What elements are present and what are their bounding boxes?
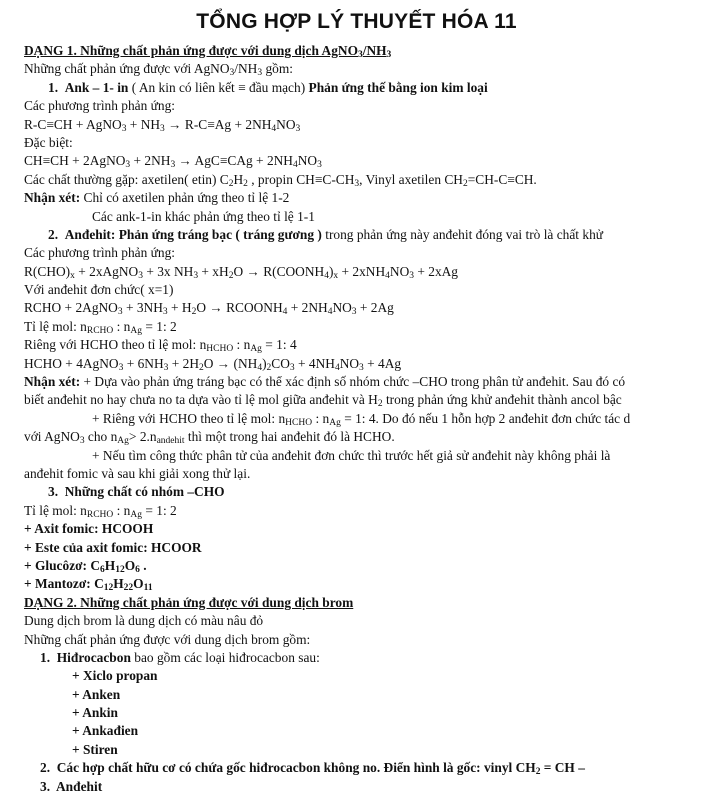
dang1-heading: DẠNG 1. Những chất phản ứng được với dung dịch $AgNO_3/NH_3$: [24, 43, 392, 60]
item-note: ( An kin có liên kết ≡ đầu mạch): [131, 79, 306, 95]
remark: Nhận xét: Chỉ có axetilen phản ứng theo tỉ lệ 1-2: [24, 190, 290, 206]
remark: Nhận xét: + Dựa vào phản ứng tráng bạc có thể xác định số nhóm chức –CHO trong phân tử anđehit. Sau đó có: [24, 374, 626, 390]
list-item: + Glucôzơ: $C_6H_{12}O_6$ .: [24, 557, 147, 575]
item-reaction: Phản ứng thế bằng ion kim loại: [308, 79, 488, 95]
remark-hcho: + Riêng với HCHO theo tỉ lệ mol: $n_{HCHO}$ : $n_{Ag} = 1$: 4. Do đó nếu 1 hỗn hợp 2 anđehit đơn chức tác d: [92, 410, 631, 428]
list-item: + Ankin: [72, 705, 118, 721]
dang2-item2: 2. Các hợp chất hữu cơ có chứa gốc hiđrocacbon không no. Điển hình là gốc: vinyl $CH_2$ = CH –: [40, 760, 585, 778]
remark-continued: với AgNO$_3$ cho $n_{Ag}> 2.n_{andehit}$ thì một trong hai anđehit đó là HCHO.: [24, 429, 395, 447]
item-title: Anđehit: Phản ứng tráng bạc ( tráng gương ): [64, 226, 322, 242]
remark-continued: Các ank-1-in khác phản ứng theo tỉ lệ 1-1: [92, 208, 315, 224]
special-label: Đặc biệt:: [24, 134, 73, 150]
list-item: + Ankađien: [72, 723, 139, 739]
remark-formula: + Nếu tìm công thức phân tử của anđehit đơn chức thì trước hết giả sử anđehit này không phải là: [92, 447, 611, 463]
item-number: 1.: [48, 79, 59, 95]
dang2-line: Dung dịch brom là dung dịch có màu nâu đỏ: [24, 613, 264, 629]
list-item: + Este của axit fomic: HCOOR: [24, 539, 202, 555]
dang2-line: Những chất phản ứng được với dung dịch brom gồm:: [24, 631, 311, 647]
eq-label: Các phương trình phản ứng:: [24, 245, 176, 261]
equation: CH≡CH + 2AgNO$_3$ + $2NH_3 \to AgC\equiv CAg + 2NH_4NO_3$: [24, 153, 322, 171]
page-title: TỔNG HỢP LÝ THUYẾT HÓA 11: [196, 10, 517, 33]
mole-ratio: Tỉ lệ mol: $n_{RCHO}$ : $n_{Ag} = 1$: 2: [24, 502, 177, 520]
dang2-item1-heading: 1. Hiđrocacbon bao gồm các loại hiđrocacbon sau:: [40, 649, 320, 665]
list-item: + Anken: [72, 686, 121, 702]
mole-ratio: Tỉ lệ mol: $n_{RCHO}$ : $n_{Ag} = 1$: 2: [24, 318, 177, 336]
list-item: + Axit fomic: HCOOH: [24, 521, 154, 537]
dang2-heading: DẠNG 2. Những chất phản ứng được với dung dịch brom: [24, 594, 354, 610]
item-title: Ank – 1- in: [64, 79, 129, 95]
list-item: + Stiren: [72, 741, 118, 757]
equation: RCHO + 2AgNO$_3$ + $3NH_3 + H_2O$ → $RCOONH_4 + 2NH_4NO_3 + 2Ag$: [24, 300, 394, 318]
common-substances: Các chất thường gặp: axetilen( etin) $C_2H_2$ , propin $CH\equiv C-CH_3$, Vinyl axetilen $CH_2=CH-C\equiv CH$.: [24, 171, 537, 189]
equation: HCHO + 4AgNO$_3$ + $6NH_3 + 2H_2O \to (NH_4)_2CO_3 + 4NH_4NO_3 + 4Ag$: [24, 355, 402, 373]
mono-label: Với anđehit đơn chức( x=1): [24, 282, 174, 298]
equation: $R(CHO)_x$ + 2xAgNO$_3$ + 3x $NH_3 + xH_2O$ → $R(COONH_4)_x + 2xNH_4NO_3 + 2xAg$: [24, 263, 459, 281]
item-title: Hiđrocacbon: [56, 649, 131, 665]
eq-label: Các phương trình phản ứng:: [24, 98, 176, 114]
list-item: + Mantozơ: $C_{12}H_{22}O_{11}$: [24, 576, 153, 594]
list-item: + Xiclo propan: [72, 668, 158, 684]
dang1-item2-heading: 2. Anđehit: Phản ứng tráng bạc ( tráng gương ) trong phản ứng này anđehit đóng vai trò là chất khử: [48, 226, 604, 242]
mole-ratio-hcho: Riêng với HCHO theo tỉ lệ mol: $n_{HCHO}$ : $n_{Ag} = 1$: 4: [24, 337, 297, 355]
equation: R-C≡CH + AgNO$_3$ + $NH_3 \to R-C\equiv Ag + 2NH_4NO_3$: [24, 116, 301, 134]
item-title: Những chất có nhóm –CHO: [64, 484, 225, 500]
remark-continued: biết anđehit no hay chưa no ta dựa vào tỉ lệ mol giữa anđehit và $H_2$ trong phản ứng khử anđehit thành ancol bậc: [24, 392, 622, 410]
dang1-intro: Những chất phản ứng được với $AgNO_3/NH_3$ gồm:: [24, 61, 293, 79]
remark-continued: anđehit fomic và sau khi giải xong thử lại.: [24, 465, 251, 481]
dang1-item3-heading: 3. Những chất có nhóm –CHO: [48, 484, 225, 500]
dang2-item3: 3. Anđehit: [40, 778, 103, 794]
dang1-item1-heading: [0, 79, 713, 97]
